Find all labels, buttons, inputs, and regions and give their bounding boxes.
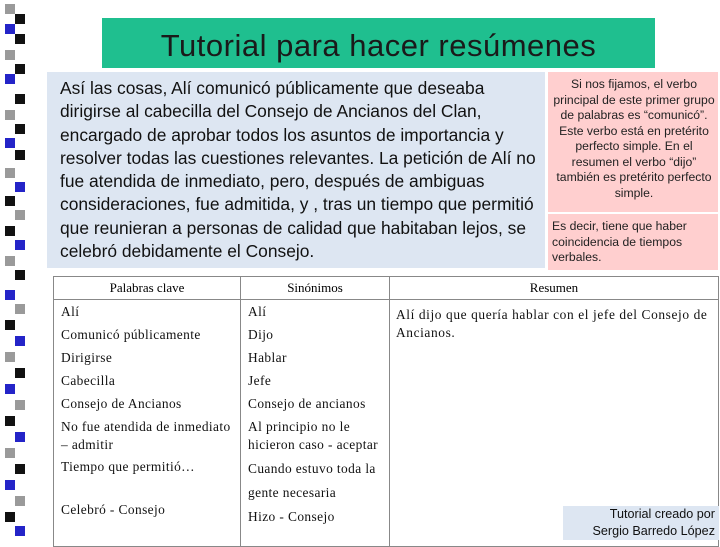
page-title: Tutorial para hacer resúmenes [160, 28, 597, 63]
keyword-item: Consejo de Ancianos [61, 396, 182, 411]
synonym-item: Jefe [248, 373, 272, 388]
strip-square [15, 368, 25, 378]
strip-square [15, 432, 25, 442]
summary-text: Alí dijo que quería hablar con el jefe del Consejo de Ancianos. [396, 307, 708, 340]
strip-square [15, 304, 25, 314]
decorative-bullet-strip [0, 0, 28, 540]
synonym-item: Hizo - Consejo [248, 509, 335, 524]
synonym-item: Hablar [248, 350, 287, 365]
synonym-item: Cuando estuvo toda la gente necesaria [248, 461, 376, 500]
strip-square [15, 270, 25, 280]
strip-square [5, 74, 15, 84]
keyword-item: Celebró - Consejo [61, 502, 166, 517]
strip-square [5, 512, 15, 522]
verb-note: Si nos fijamos, el verbo principal de este primer grupo de palabras es “comunicó”. Este verbo está en pretérito perfecto simple. En el resumen el verbo “dijo” también es pretérito perfecto simple. [553, 77, 715, 200]
synonym-item: Consejo de ancianos [248, 396, 366, 411]
strip-square [5, 290, 15, 300]
strip-square [5, 24, 15, 34]
keywords-cell [54, 300, 241, 547]
keyword-item: Dirigirse [61, 350, 113, 365]
header-summary: Resumen [390, 277, 719, 300]
synonyms-cell [241, 300, 390, 547]
strip-square [15, 94, 25, 104]
strip-square [15, 34, 25, 44]
strip-square [5, 320, 15, 330]
table-header-row [54, 277, 719, 300]
tense-note-box [548, 214, 718, 270]
strip-square [15, 240, 25, 250]
keyword-item: Alí [61, 304, 80, 319]
strip-square [5, 256, 15, 266]
strip-square [5, 480, 15, 490]
strip-square [15, 464, 25, 474]
source-paragraph: Así las cosas, Alí comunicó públicamente que deseaba dirigirse al cabecilla del Consejo de Ancianos del Clan, encargado de aprobar todos los asuntos de importancia y resolver todas las cuestiones relevantes. La petición de Alí no fue atendida de inmediato, pero, después de ambiguas consideraciones, fue admitida, y , tras un tiempo que permitió que reunieran a personas de calidad que habitaban lejos, se celebró debidamente el Consejo. [60, 78, 536, 262]
keyword-item: Cabecilla [61, 373, 116, 388]
strip-square [15, 400, 25, 410]
strip-square [5, 4, 15, 14]
strip-square [5, 50, 15, 60]
synonym-item: Al principio no le hicieron caso - aceptar [248, 419, 379, 452]
strip-square [15, 496, 25, 506]
keyword-item: No fue atendida de inmediato – admitir [61, 419, 231, 452]
header-synonyms: Sinónimos [241, 277, 390, 300]
strip-square [15, 182, 25, 192]
strip-square [15, 14, 25, 24]
strip-square [5, 384, 15, 394]
strip-square [5, 110, 15, 120]
header-keywords: Palabras clave [54, 277, 241, 300]
strip-square [5, 448, 15, 458]
credit-line-2: Sergio Barredo López [592, 524, 715, 538]
strip-square [15, 526, 25, 536]
strip-square [15, 150, 25, 160]
tense-note: Es decir, tiene que haber coincidencia de tiempos verbales. [552, 219, 687, 264]
strip-square [5, 416, 15, 426]
source-paragraph-box [47, 72, 545, 268]
verb-note-box [548, 72, 718, 212]
strip-square [5, 168, 15, 178]
strip-square [5, 138, 15, 148]
strip-square [5, 196, 15, 206]
strip-square [15, 336, 25, 346]
credit-line-1: Tutorial creado por [609, 507, 715, 521]
credit-box [563, 506, 719, 540]
strip-square [15, 210, 25, 220]
synonym-item: Dijo [248, 327, 274, 342]
keyword-item: Tiempo que permitió… [61, 459, 195, 474]
synonym-item: Alí [248, 304, 267, 319]
title-banner [102, 18, 655, 68]
keyword-item: Comunicó públicamente [61, 327, 201, 342]
strip-square [5, 226, 15, 236]
strip-square [5, 352, 15, 362]
strip-square [15, 64, 25, 74]
strip-square [15, 124, 25, 134]
